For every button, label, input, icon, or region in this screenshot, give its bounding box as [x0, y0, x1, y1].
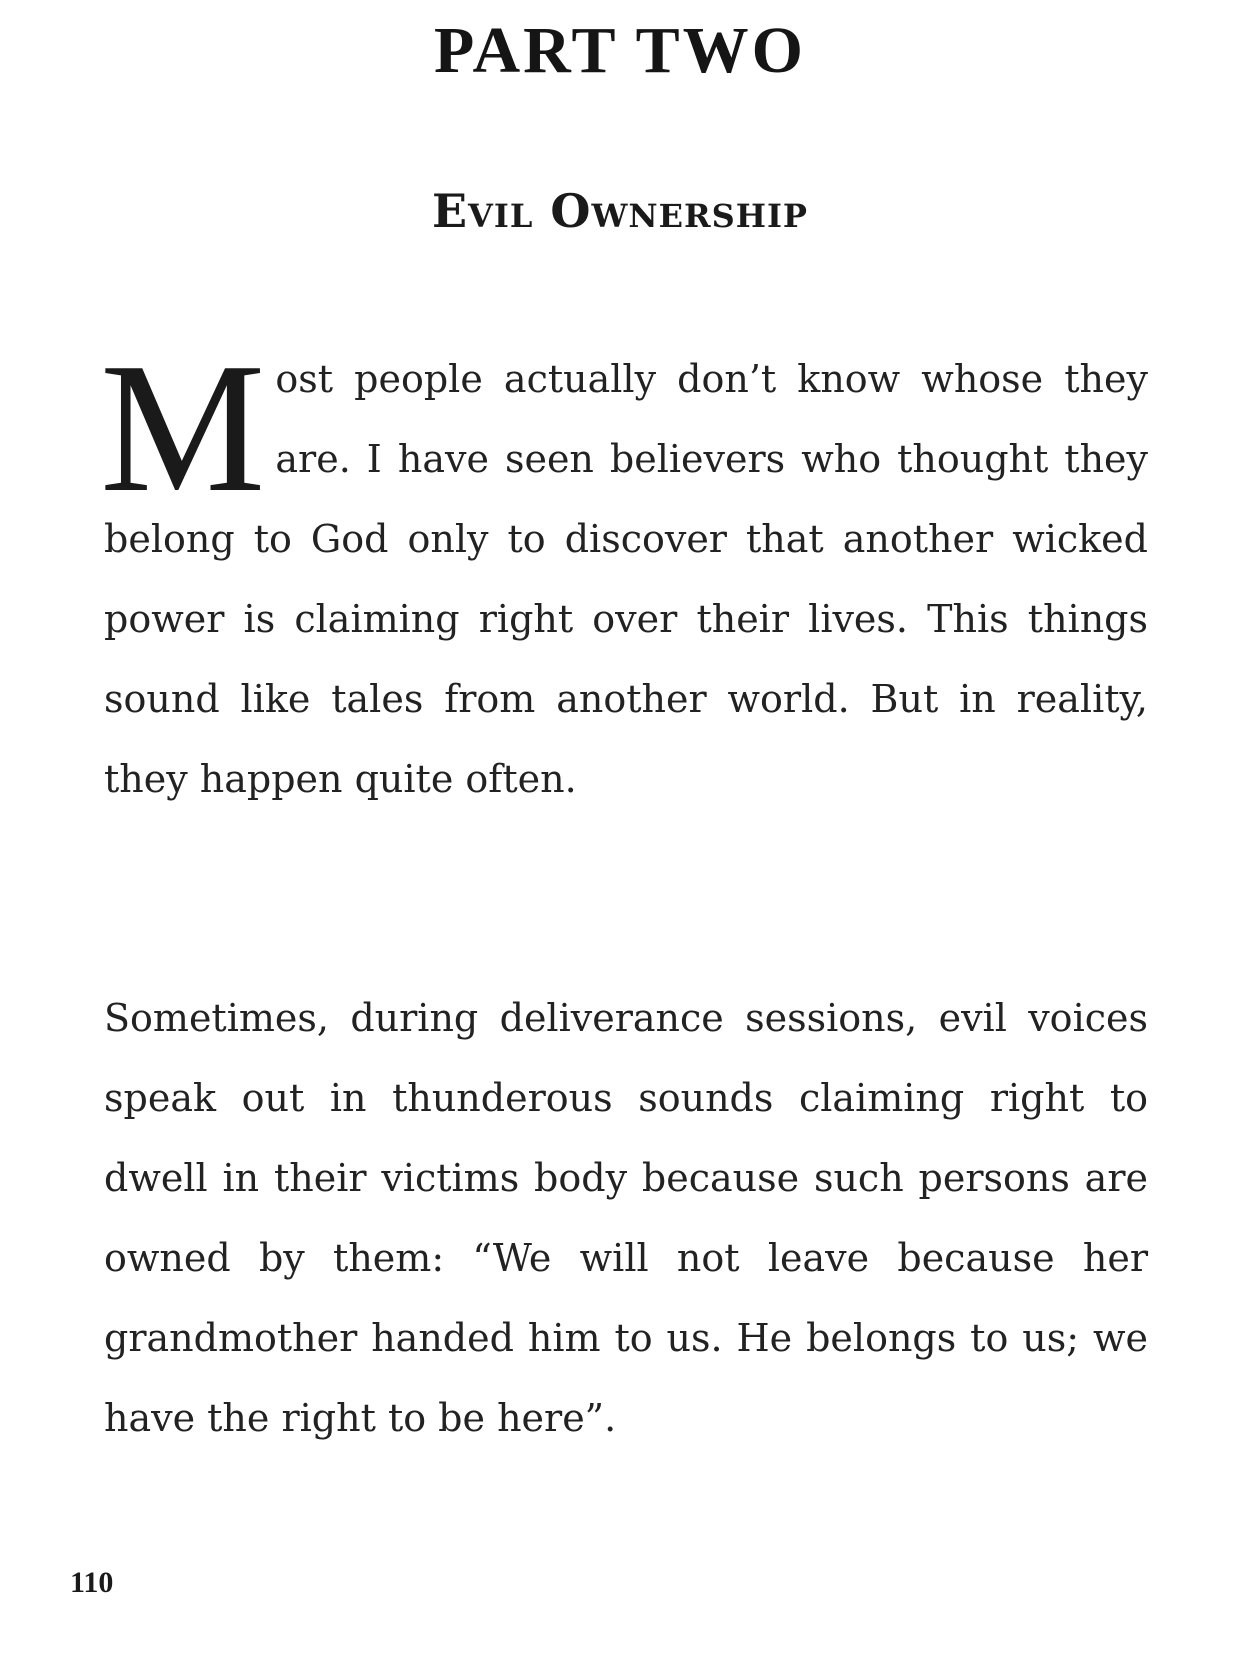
chapter-title: Evil Ownership [432, 184, 808, 238]
body-paragraph-1 [100, 325, 1148, 819]
page-number: 110 [70, 1566, 114, 1599]
paragraph-1-text: ost people actually don’t know whose they are. I have seen believers who thought they belong to God only to discover that another wicked power is claiming right over their lives. This things sound like tales from another world. But in reality, they happen quite often. [104, 357, 1148, 801]
part-title: PART TWO [434, 14, 806, 87]
drop-cap: M [100, 325, 266, 531]
body-paragraph-2: Sometimes, during deliverance sessions, evil voices speak out in thunderous sounds claiming right to dwell in their victims body because such persons are owned by them: “We will not leave because her grandmother handed him to us. He belongs to us; we have the right to be here”. [104, 996, 1148, 1440]
